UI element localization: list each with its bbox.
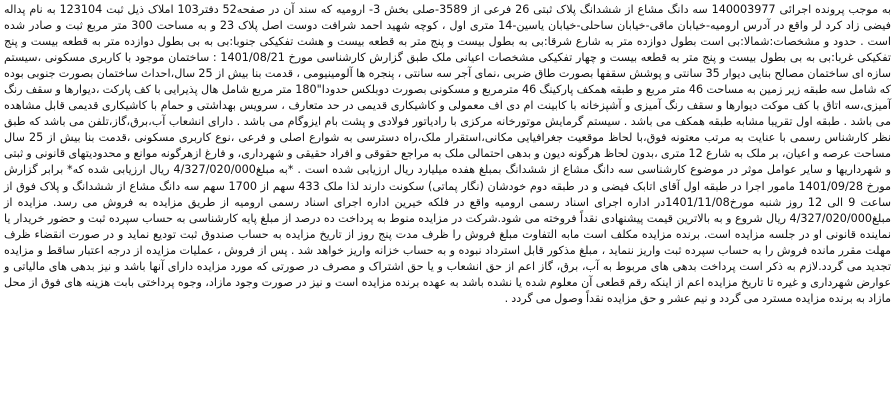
auction-notice-text: به موجب پرونده اجرائی 140003977 سه دانگ مشاع از ششدانگ پلاک ثبتی 26 فرعی از 3589-صلی بخش 3- ارومیه که سند آن در صفحه52 دفتر103 املاک ذیل ثبت 123104 به نام پداله فیضی زاد کرد لر واقع در آدرس ارومیه-خیابان ماقی-خیابان ساحلی-خیابان یاسین-14 متری اول ، کوچه شهید احمد شرافت دوست اصل پلاک 23 و به مساحت 300 متر مربع ثبت و صادر شده است . حدود و مشخصات:شمالا:بی است بطول دوازده متر به شارع شرقا:بی به بطول بیست و پنج متر به قطعه بیست و هشت تفکیکی جنوبا:بی به بی بطول دوازده متر به قطعه بیست و پنج تفکیکی غربا:بی به بی بطول بیست و پنج متر به قطعه بیست و چهار تفکیکی مشخصات اعیانی ملک طبق گزارش کارشناسی مورخ 1401/08/21 : ساختمان موجود با کاربری مسکونی ،سیستم سازه ای ساختمان مصالح بنایی دیوار 35 سانتی و پوشش سقفها بصورت طاق ضربی ،نمای آجر سه سانتی ، پنجره ها آلومینیومی ، قدمت بنا بیش از 25 سال،احداث ساختمان بصورت جنوبی بوده که شامل سه طبقه زیر زمین به مساحت 46 متر مربع و طبقه همکف پارکینگ 46 مترمربع و مسکونی بصورت دوبلکس حدودا"180 متر مربع شامل هال پذیرایی با کف پارکت ،دیوارها و سقف رنگ آمیزی،سه اتاق با کف موکت دیوارها و سقف رنگ آمیزی و آشپزخانه با کابینت ام دی اف معمولی و کاشیکاری قدیمی در حد متعارف ، سرویس بهداشتی و حمام با کاشیکاری قدیمی قابل مشاهده می باشد . طبقه اول تقریبا مشابه طبقه همکف می باشد . سیستم گرمایش موتورخانه مرکزی با رادیاتور فولادی و پشت بام ایزوگام می باشد . دارای انشعاب آب،برق،گاز،تلفن می باشد که طبق نظر کارشناس رسمی با عنایت به مرتب معتونه فوق،با لحاظ موقعیت جغرافیایی مکانی،استقرار ملک،راه دسترسی به شوارع اصلی و فرعی ،نوع کاربری مسکونی ،قدمت بنا بیش از 25 سال مساحت عرصه و اعیان، بر ملک به شارع 12 متری ،بدون لحاظ هرگونه دیون و بدهی احتمالی ملک به مراجع حقوقی و افراد حقیقی و شهرداری، و فارغ ازهرگونه موانع و محدودیتهای قانونی و ثبتی و شهرداریها و سایر عوامل موثر در موضوع کارشناسی سه دانگ مشاع از ششدانگ بمبلغ هفده میلیارد ریال ارزیابی شده است . *به مبلغ4/327/020/000 ریال ارزیابی شده که* برابر گزارش مورخ 1401/09/28 مامور اجرا در طبقه اول آقای اتابک فیضی و در طبقه دوم خودشان (نگار پماتی) سکونت دارند لذا ملک 433 سهم از 1700 سهم سه دانگ مشاع از ششدانگ و پلاک فوق از ساعت 9 الی 12 روز شنبه مورخ1401/11/08در اداره اجرای اسناد رسمی ارومیه واقع در فلکه خیرین اداره اجرای اسناد رسمی ارومیه از طریق مزایده به فروش می رسد. مزایده از مبلغ4/327/020/000 ریال شروع و به بالاترین قیمت پیشنهادی نقداً فروخته می شود.شرکت در مزایده منوط به پرداخت ده درصد از مبلغ پایه کارشناسی به حساب سپرده ثبت و حضور خریدار یا نماینده قانونی او در جلسه مزایده است. برنده مزایده مکلف است مابه التفاوت مبلغ فروش را ظرف مدت پنج روز از تاریخ مزایده به حساب صندوق ثبت تودیع نماید و در صورت انقضاء ظرف مهلت مقرر مانده فروش را به حساب سپرده ثبت واریز ننماید ، مبلغ مذکور قابل استرداد نبوده و به حساب خزانه واریز خواهد شد . پس از فروش ، عملیات مزایده از درجه اعتبار ساقط و مزایده تجدید می گردد.لازم به ذکر است پرداخت بدهی های مربوط به آب، برق، گاز اعم از حق انشعاب و یا حق اشتراک و مصرف در صورتی که مورد مزایده دارای آنها باشد و نیز بدهی های مالیاتی و عوارض شهرداری و غیره تا تاریخ مزایده اعم از اینکه رقم قطعی آن معلوم شده یا نشده باشد به عهده برنده مزایده است و نیز در صورت وجود مازاد، وجوه پرداختی بابت هزینه های فوق از محل مازاد به برنده مزایده مسترد می گردد و نیم عشر و حق مزایده نقداً وصول می گردد . xyxy=(4,3,892,305)
auction-notice xyxy=(4,2,891,307)
